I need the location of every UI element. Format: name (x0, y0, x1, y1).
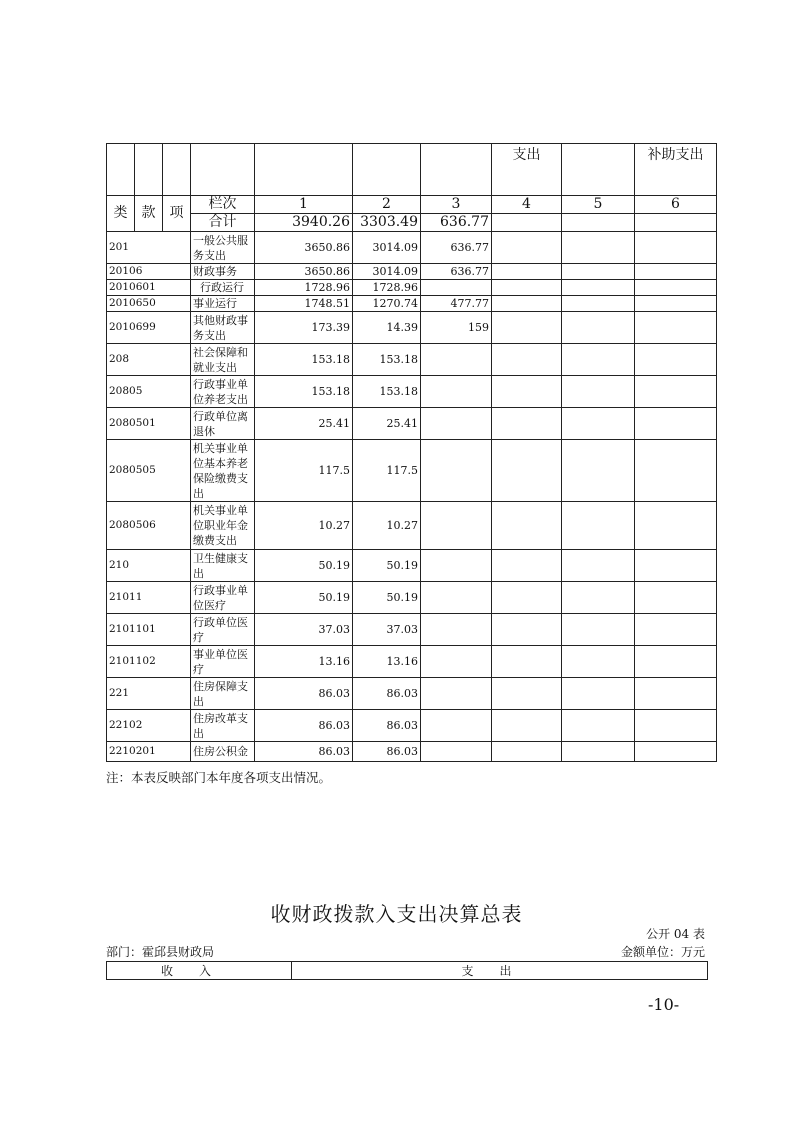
row-code: 221 (107, 678, 191, 710)
row-empty-cell (635, 280, 717, 296)
row-value-1: 25.41 (255, 408, 353, 440)
row-value-2: 37.03 (353, 614, 421, 646)
row-value-1: 3650.86 (255, 264, 353, 280)
table-row (107, 376, 717, 408)
row-empty-cell (562, 296, 635, 312)
row-empty-cell (562, 280, 635, 296)
row-value-3: 636.77 (421, 232, 492, 264)
lei-header: 类 (107, 196, 135, 232)
row-empty-cell (635, 344, 717, 376)
row-empty-cell (492, 742, 562, 762)
table-row (107, 742, 717, 762)
row-code: 2010699 (107, 312, 191, 344)
income-header: 收入 (107, 962, 292, 980)
row-value-1: 13.16 (255, 646, 353, 678)
row-empty-cell (562, 678, 635, 710)
row-value-2: 14.39 (353, 312, 421, 344)
row-value-3 (421, 678, 492, 710)
row-value-1: 3650.86 (255, 232, 353, 264)
expenditure-table (106, 143, 717, 762)
row-value-2: 3014.09 (353, 264, 421, 280)
row-code: 210 (107, 550, 191, 582)
row-code: 22102 (107, 710, 191, 742)
row-value-2: 117.5 (353, 440, 421, 502)
row-name: 行政单位离退休 (191, 408, 255, 440)
row-value-3 (421, 710, 492, 742)
row-empty-cell (562, 376, 635, 408)
table-row (107, 264, 717, 280)
row-value-3: 477.77 (421, 296, 492, 312)
table-row (107, 296, 717, 312)
row-empty-cell (492, 408, 562, 440)
table-row (107, 408, 717, 440)
row-name: 行政事业单位医疗 (191, 582, 255, 614)
row-code: 2080505 (107, 440, 191, 502)
row-value-1: 1728.96 (255, 280, 353, 296)
total-label: 合计 (191, 214, 255, 232)
table-row (107, 582, 717, 614)
row-name: 行政事业单位养老支出 (191, 376, 255, 408)
table-note: 注：本表反映部门本年度各项支出情况。 (106, 770, 332, 785)
row-value-2: 50.19 (353, 582, 421, 614)
row-value-1: 37.03 (255, 614, 353, 646)
row-empty-cell (492, 440, 562, 502)
row-code: 2101102 (107, 646, 191, 678)
row-empty-cell (492, 646, 562, 678)
page-number: -10- (648, 995, 680, 1014)
row-empty-cell (562, 232, 635, 264)
row-value-2: 10.27 (353, 502, 421, 550)
row-empty-cell (492, 678, 562, 710)
row-empty-cell (492, 550, 562, 582)
row-empty-cell (562, 264, 635, 280)
row-empty-cell (635, 312, 717, 344)
row-name: 住房公积金 (191, 742, 255, 762)
lanci-label: 栏次 (191, 196, 255, 214)
department-label: 部门：霍邱县财政局 (106, 945, 215, 959)
row-value-1: 10.27 (255, 502, 353, 550)
row-value-3 (421, 646, 492, 678)
row-empty-cell (492, 296, 562, 312)
row-name: 行政单位医疗 (191, 614, 255, 646)
row-name: 机关事业单位基本养老保险缴费支出 (191, 440, 255, 502)
summary-table-header (106, 961, 708, 980)
header-row-lanci (107, 196, 717, 214)
row-value-2: 86.03 (353, 678, 421, 710)
row-value-3 (421, 582, 492, 614)
col-num-5: 5 (562, 196, 635, 214)
row-value-1: 50.19 (255, 582, 353, 614)
row-name: 一般公共服务支出 (191, 232, 255, 264)
row-value-1: 50.19 (255, 550, 353, 582)
form-id: 公开 04 表 (646, 927, 705, 941)
row-code: 2010650 (107, 296, 191, 312)
row-name: 财政事务 (191, 264, 255, 280)
row-empty-cell (562, 344, 635, 376)
row-value-3 (421, 376, 492, 408)
row-value-2: 153.18 (353, 344, 421, 376)
row-name: 住房保障支出 (191, 678, 255, 710)
row-empty-cell (635, 646, 717, 678)
row-value-1: 86.03 (255, 678, 353, 710)
row-code: 201 (107, 232, 191, 264)
row-value-3: 636.77 (421, 264, 492, 280)
row-value-1: 86.03 (255, 710, 353, 742)
row-empty-cell (562, 550, 635, 582)
row-value-3 (421, 742, 492, 762)
row-value-3 (421, 502, 492, 550)
row-value-1: 153.18 (255, 376, 353, 408)
kuan-header: 款 (135, 196, 163, 232)
row-empty-cell (562, 440, 635, 502)
row-empty-cell (562, 614, 635, 646)
row-name: 机关事业单位职业年金缴费支出 (191, 502, 255, 550)
expense-header: 支出 (292, 962, 708, 980)
row-value-2: 86.03 (353, 742, 421, 762)
total-row (107, 214, 717, 232)
col-4-header: 支出 (492, 144, 562, 196)
row-code: 2080506 (107, 502, 191, 550)
row-empty-cell (635, 502, 717, 550)
row-empty-cell (562, 646, 635, 678)
row-code: 20106 (107, 264, 191, 280)
row-empty-cell (492, 312, 562, 344)
table-row (107, 232, 717, 264)
row-value-2: 1270.74 (353, 296, 421, 312)
header-row-top (107, 144, 717, 196)
row-empty-cell (635, 232, 717, 264)
table-row (107, 710, 717, 742)
section-title: 收财政拨款入支出决算总表 (270, 902, 523, 926)
row-value-2: 1728.96 (353, 280, 421, 296)
row-empty-cell (635, 742, 717, 762)
row-value-2: 86.03 (353, 710, 421, 742)
table-row (107, 344, 717, 376)
row-code: 2080501 (107, 408, 191, 440)
row-empty-cell (492, 502, 562, 550)
table-row (107, 550, 717, 582)
row-empty-cell (635, 296, 717, 312)
row-empty-cell (562, 710, 635, 742)
row-value-1: 86.03 (255, 742, 353, 762)
row-value-2: 50.19 (353, 550, 421, 582)
row-empty-cell (635, 582, 717, 614)
row-value-3 (421, 344, 492, 376)
row-empty-cell (562, 312, 635, 344)
row-value-2: 3014.09 (353, 232, 421, 264)
row-code: 20805 (107, 376, 191, 408)
row-empty-cell (562, 502, 635, 550)
row-value-2: 153.18 (353, 376, 421, 408)
col-num-2: 2 (353, 196, 421, 214)
row-code: 2101101 (107, 614, 191, 646)
total-value-1: 3940.26 (255, 214, 353, 232)
row-name: 卫生健康支出 (191, 550, 255, 582)
row-value-3: 159 (421, 312, 492, 344)
table-row (107, 614, 717, 646)
row-name: 事业单位医疗 (191, 646, 255, 678)
total-value-3: 636.77 (421, 214, 492, 232)
table-row (107, 502, 717, 550)
row-empty-cell (492, 614, 562, 646)
table-row (107, 440, 717, 502)
row-empty-cell (562, 408, 635, 440)
row-value-3 (421, 440, 492, 502)
row-empty-cell (635, 408, 717, 440)
row-empty-cell (635, 678, 717, 710)
table-row (107, 280, 717, 296)
row-empty-cell (492, 710, 562, 742)
row-value-3 (421, 614, 492, 646)
row-empty-cell (635, 376, 717, 408)
row-empty-cell (492, 344, 562, 376)
row-empty-cell (562, 742, 635, 762)
row-value-1: 153.18 (255, 344, 353, 376)
row-name: 住房改革支出 (191, 710, 255, 742)
col-num-3: 3 (421, 196, 492, 214)
unit-label: 金额单位：万元 (620, 945, 705, 959)
row-empty-cell (635, 550, 717, 582)
row-code: 2210201 (107, 742, 191, 762)
row-empty-cell (492, 232, 562, 264)
row-value-1: 173.39 (255, 312, 353, 344)
table-row (107, 678, 717, 710)
total-value-2: 3303.49 (353, 214, 421, 232)
row-empty-cell (492, 376, 562, 408)
row-value-2: 25.41 (353, 408, 421, 440)
row-empty-cell (562, 582, 635, 614)
row-empty-cell (492, 582, 562, 614)
row-value-1: 1748.51 (255, 296, 353, 312)
row-value-2: 13.16 (353, 646, 421, 678)
row-empty-cell (635, 264, 717, 280)
row-empty-cell (492, 280, 562, 296)
col-num-4: 4 (492, 196, 562, 214)
row-value-3 (421, 280, 492, 296)
row-code: 2010601 (107, 280, 191, 296)
row-value-3 (421, 550, 492, 582)
row-value-3 (421, 408, 492, 440)
summary-header-row (107, 962, 708, 980)
col-6-header: 补助支出 (635, 144, 717, 196)
row-empty-cell (492, 264, 562, 280)
xiang-header: 项 (163, 196, 191, 232)
row-name: 社会保障和就业支出 (191, 344, 255, 376)
row-code: 21011 (107, 582, 191, 614)
row-value-1: 117.5 (255, 440, 353, 502)
row-code: 208 (107, 344, 191, 376)
table-row (107, 646, 717, 678)
row-name: 事业运行 (191, 296, 255, 312)
row-empty-cell (635, 440, 717, 502)
col-num-6: 6 (635, 196, 717, 214)
row-empty-cell (635, 614, 717, 646)
row-name: 行政运行 (191, 280, 255, 296)
row-name: 其他财政事务支出 (191, 312, 255, 344)
row-empty-cell (635, 710, 717, 742)
col-num-1: 1 (255, 196, 353, 214)
table-row (107, 312, 717, 344)
